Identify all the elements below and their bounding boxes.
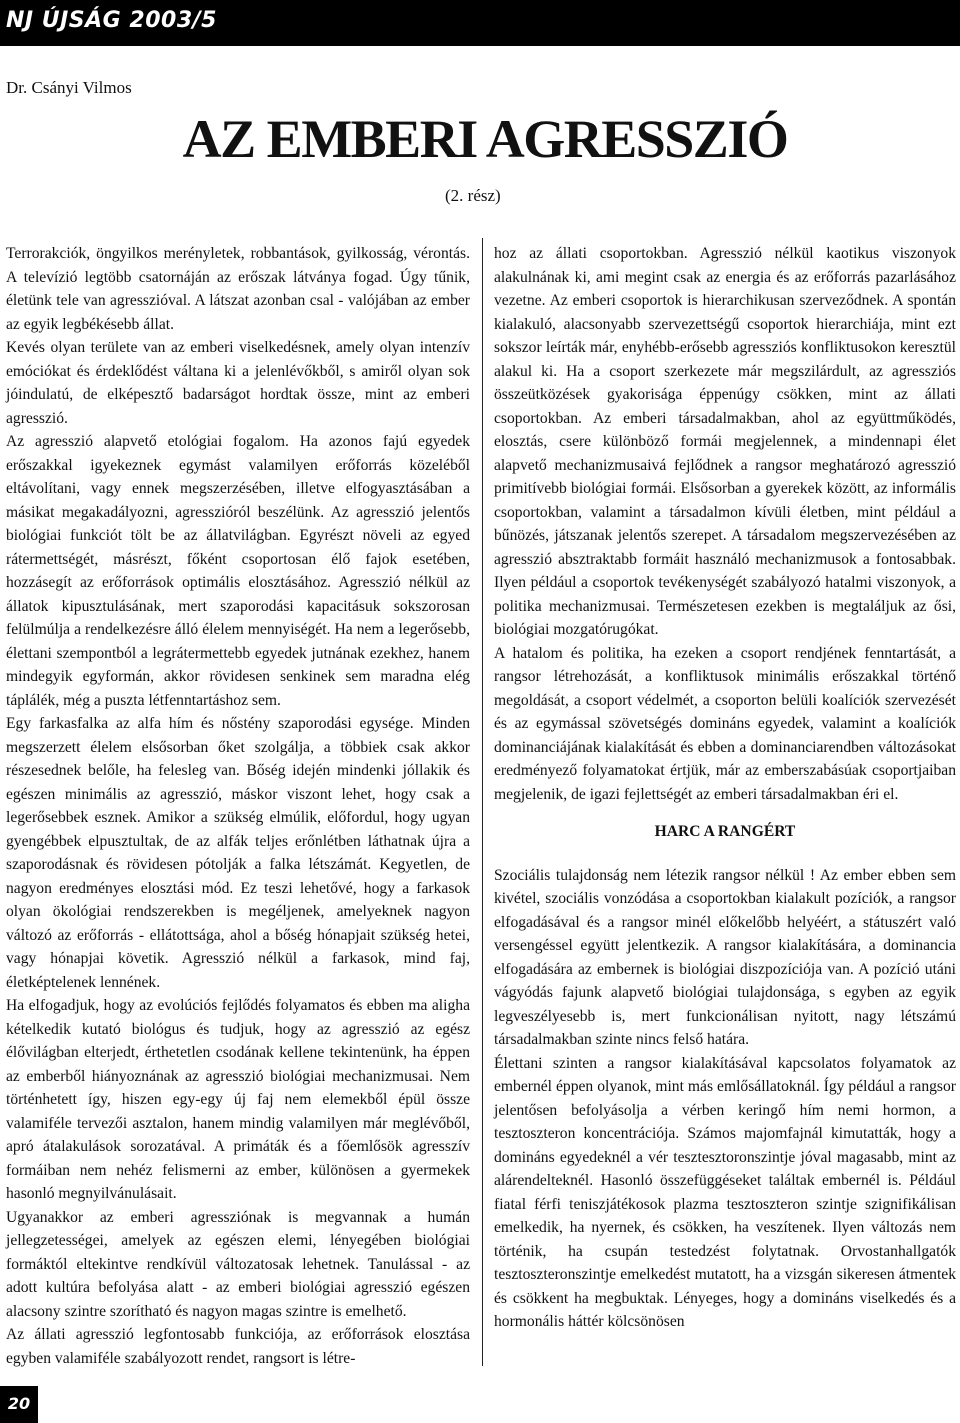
paragraph: Egy farkasfalka az alfa hím és nőstény szaporodási egysége. Minden megszerzett élelem elsősorban őket szolgálja, a többiek csak akkor részesednek belőle, ha felesleg van. Bőség idején mindenki jóllakik és egészen minimális az agresszió, máskor viszont lehet, hogy csak a legerősebbek esznek. Amikor a szükség elmúlik, előfordul, hogy ugyan gyengébbek elpusztultak, de az alfák teljes erőnlétben láthatnak újra a szaporodásnak és rövidesen pótolják a falka létszámát. Kegyetlen, de nagyon eredményes elosztási mód. Ez teszi lehetővé, hogy a farkasok olyan ökológiai rendszerekben is megéljenek, amelyeknek nagyon változó az erőforrás - ellátottsága, ahol a bőség hónapjait szükség hetei, vagy hónapjai követik. Agresszió nélkül a farkasok, mind faj, életképtelenek lennének.: [6, 715, 470, 991]
right-column: [494, 242, 956, 1334]
article-author: Dr. Csányi Vilmos: [6, 78, 132, 97]
paragraph: Az állati agresszió legfontosabb funkciója, az erőforrások elosztása egyben valamiféle szabályozott rendet, rangsort is létre-: [6, 1326, 470, 1367]
article-title: AZ EMBERI AGRESSZIÓ: [182, 109, 788, 169]
page-number-box: [0, 1386, 38, 1423]
left-column: [6, 242, 470, 1370]
paragraph: Élettani szinten a rangsor kialakításával kapcsolatos folyamatok az embernél éppen olyanok, mint más emlősállatoknál. Így például a rangsor jelentősen befolyásolja a vérben keringő hím nemi hormon, a tesztoszteron koncentrációja. Számos majomfajnál kimutatták, hogy a domináns egyedeknél a vér tesztesztoronszintje jóval magasabb, mint az alárendelteknél. Hasonló összefüggéseket találtak embernél is. Például fiatal férfi teniszjátékosok plazma tesztoszteron szintje szignifikálisan emelkedik, ha nyernek, és csökken, ha veszítenek. Ilyen változás nem történik, ha csupán testedzést folytatnak. Orvostanhallgatók tesztoszteronszintje emelkedést mutatott, ha a vizsgán sikeresen átmentek és csökkent ha megbuktak. Lényeges, hogy a domináns viselkedés és a hormonális háttér kölcsönösen: [494, 1054, 956, 1330]
journal-title: NJ ÚJSÁG 2003/5: [6, 8, 217, 33]
paragraph: hoz az állati csoportokban. Agresszió nélkül kaotikus viszonyok alakulnának ki, ami megint csak az energia és az erőforrás pazarlásához vezetne. Az emberi csoportok is hierarchikusan szerveződnek. A spontán kialakuló, alacsonyabb szervezettségű csoportok hierarchiája, mint ezt sokszor leírták már, enyhébb-erősebb agressziós konfliktusokon keresztül alakul ki. Ha a csoport szerkezete már megszilárdult, az agressziós összeütközések gyakorisága éppenúgy csökken, mint az állati csoportokban. Az emberi társadalmakban, ahol az együttműködés, elosztás, csere különböző formái megjelennek, a mindennapi élet alapvető mechanizmusaivá fejlődnek a rangsor meghatározó agresszió primitívebb biológiai formái. Elsősorban a gyerekek között, az informális csoportokban, valamint a társadalmon kívüli életben, mint például a bűnözés, játszanak jelentős szerepet. A társadalom megszervezésében az agresszió absztraktabb formáit használó mechanizmusok a fontosabbak. Ilyen például a csoportok tevékenységét szabályozó hatalmi viszonyok, a politika mechanizmusai. Természetesen ezekben is megtaláljuk az ősi, biológiai mozgatórugókat.: [494, 245, 956, 638]
paragraph: Az agresszió alapvető etológiai fogalom. Ha azonos fajú egyedek erőszakkal igyekeznek egymást valamilyen erőforrás közeléből eltávolítani, vagy ennek megszerzésében, illetve elfogyasztásában a másikat megakadályozni, agresszióról beszélünk. Az agresszió jelentős biológiai funkciót tölt be az állatvilágban. Egyrészt növeli az egyed rátermettségét, másrészt, főként csoportosan élő fajok esetében, hozzásegít az erőforrások optimális elosztásához. Agresszió nélkül az állatok kipusztulásának, mert szaporodási kapacitásuk sokszorosan felülmúlja a rendelkezésre álló élelem mennyiségét. Ha nem a legerősebb, élettani szempontból a legrátermettebb egyedek jutnának ezekhez, hanem mindegyik egyformán, akkor rövidesen senkinek sem maradna elég táplálék, még a puszta létfenntartáshoz sem.: [6, 433, 470, 709]
paragraph: Terrorakciók, öngyilkos merényletek, robbantások, gyilkosság, vérontás. A televízió legtöbb csatornáján az erőszak látványa fogad. Úgy tűnik, életünk tele van agresszióval. A látszat azonban csal - valójában az ember az egyik legbékésebb állat.: [6, 245, 470, 333]
paragraph: Ugyanakkor az emberi agressziónak is megvannak a humán jellegzetességei, amelyek az egészen elemi, lényegében biológiai formáktól eltekintve rendkívül változatosak lehetnek. Tanulással - az adott kultúra befolyása alatt - az emberi biológiai agresszió egészen alacsony szintre szorítható és nagyon magas szintre is emelhető.: [6, 1208, 470, 1320]
article-subtitle: (2. rész): [445, 186, 501, 205]
paragraph: Szociális tulajdonság nem létezik rangsor nélkül ! Az ember ebben sem kivétel, szociális vonzódása a csoportokban kialakult pozíciók, a rangsor elfogadásával és a rangsor minél előkelőbb helyéért, a státuszért való versengéssel együtt jelentkezik. A rangsor kialakítására, a dominancia elfogadására az embernek is biológiai diszpozíciója van. A pozíció utáni vágyódás fajunk alapvető biológiai tulajdonsága, s egyben az egyik legveszélyesebb is, mert funkcionálisan nyitott, nagy létszámú társadalmakban szinte nincs felső határa.: [494, 866, 956, 1048]
paragraph: Kevés olyan területe van az emberi viselkedésnek, amely olyan intenzív emóciókat és érdeklődést váltana ki a jelenlévőkből, s amiről olyan sok jóindulatú, de elképesztő badarságot hordtak össze, mint az emberi agresszió.: [6, 339, 470, 427]
page-number: 20: [7, 1394, 31, 1413]
journal-header-bar: [0, 0, 960, 46]
paragraph: A hatalom és politika, ha ezeken a csoport rendjének fenntartását, a rangsor létrehozását, a konfliktusok minimális erőszakkal történő megoldását, a csoport védelmét, a csoporton belüli koalíciók szervezését és az egymással szövetségés domináns egyedek, valamint a koalíciók dominanciájának kialakítását és ebben a dominanciarendben változásokat eredményező folyamatokat értjük, már az emberszabásúak csoportjaiban megjelenik, de igazi fejlettségét az emberi társadalmakban éri el.: [494, 644, 956, 803]
column-divider: [482, 238, 483, 1366]
section-heading: HARC A RANGÉRT: [654, 823, 796, 840]
paragraph: Ha elfogadjuk, hogy az evolúciós fejlődés folyamatos és ebben ma aligha kételkedik kutató biológus és tudjuk, hogy az agresszió az egész élővilágban elterjedt, érthetetlen csodának kellene tekintenünk, ha éppen az emberből hiányoznának az agresszió biológiai mechanizmusai. Nem történhetett így, hiszen egy-egy új faj nem elemekből épül össze valamiféle tervezői asztalon, hanem mindig valamilyen már meglévőből, apró átalakulások sorozatával. A primáták és a főemlősök agresszív formáiban nem nehéz felismerni az ember, különösen a gyermekek hasonló megnyilvánulásait.: [6, 997, 470, 1202]
